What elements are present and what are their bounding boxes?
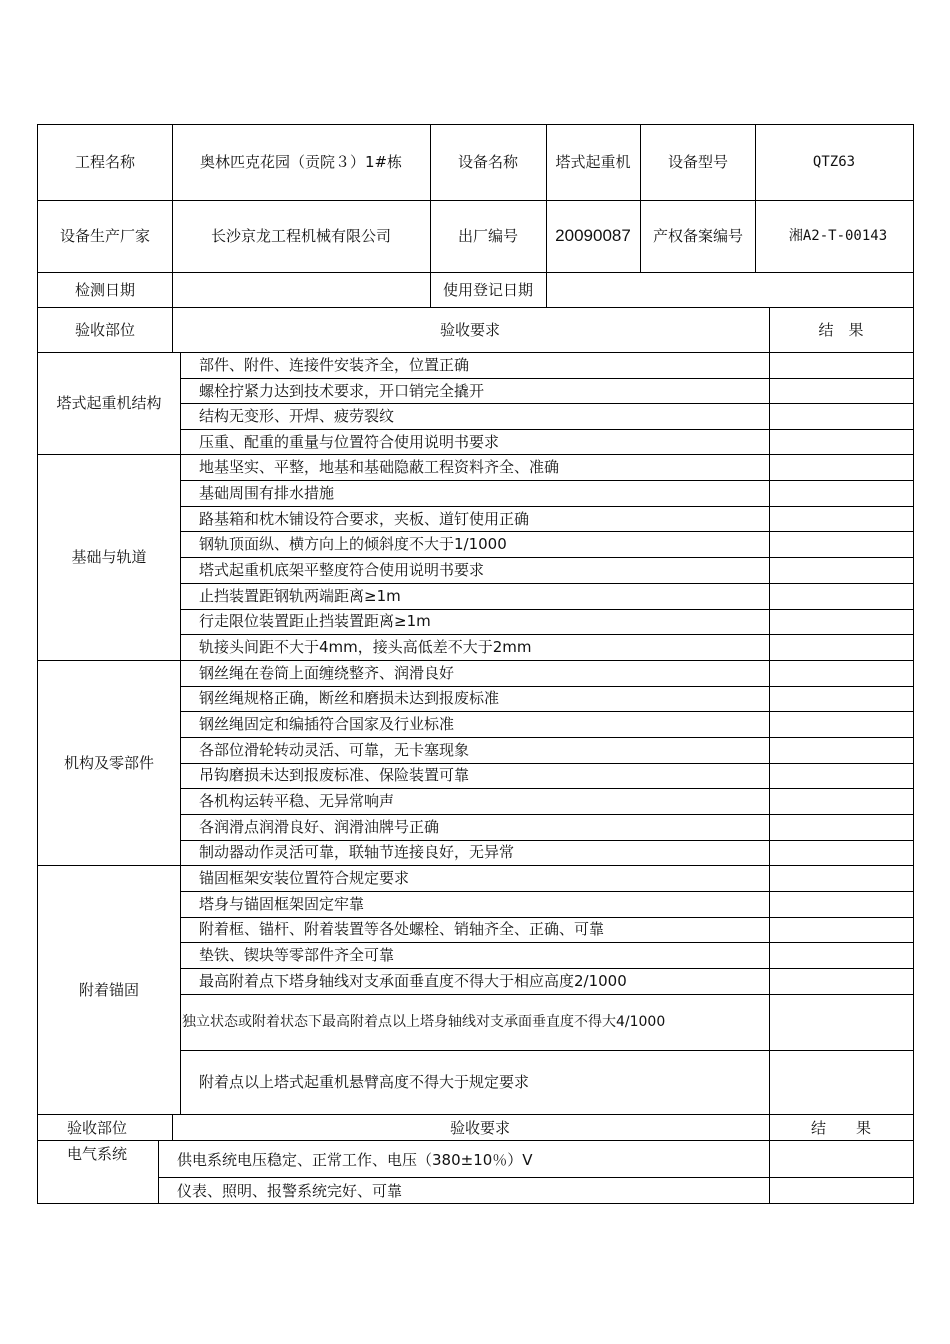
requirement-item: 供电系统电压稳定、正常工作、电压（380±10％）V xyxy=(177,1151,533,1169)
project-name-label: 工程名称 xyxy=(74,153,136,171)
requirement-item: 钢丝绳在卷筒上面缠绕整齐、润滑良好 xyxy=(199,664,455,682)
col-result-header: 结 果 xyxy=(818,321,864,339)
manufacturer-value: 长沙京龙工程机械有限公司 xyxy=(210,227,392,245)
property-record-label: 产权备案编号 xyxy=(652,227,744,245)
requirement-item: 结构无变形、开焊、疲劳裂纹 xyxy=(199,407,395,425)
requirement-item: 地基坚实、平整，地基和基础隐蔽工程资料齐全、准确 xyxy=(199,458,560,476)
requirement-item: 附着框、锚杆、附着装置等各处螺栓、销轴齐全、正确、可靠 xyxy=(199,920,605,938)
section-name: 附着锚固 xyxy=(78,981,140,999)
requirement-item: 行走限位装置距止挡装置距离≥1m xyxy=(199,612,431,630)
col-part-header-2: 验收部位 xyxy=(66,1119,128,1137)
section-name: 机构及零部件 xyxy=(63,754,155,772)
col-requirement-header-2: 验收要求 xyxy=(449,1119,511,1137)
requirement-item: 塔式起重机底架平整度符合使用说明书要求 xyxy=(199,561,485,579)
registration-date-label: 使用登记日期 xyxy=(442,281,534,299)
requirement-item: 最高附着点下塔身轴线对支承面垂直度不得大于相应高度2/1000 xyxy=(199,972,627,990)
factory-no-label: 出厂编号 xyxy=(457,227,519,245)
requirement-item: 各润滑点润滑良好、润滑油牌号正确 xyxy=(199,818,440,836)
col-part-header: 验收部位 xyxy=(74,321,136,339)
col-requirement-header: 验收要求 xyxy=(439,321,501,339)
requirement-item: 吊钩磨损未达到报废标准、保险装置可靠 xyxy=(199,766,470,784)
requirement-item: 塔身与锚固框架固定牢靠 xyxy=(199,895,365,913)
section-name: 塔式起重机结构 xyxy=(56,394,162,412)
property-record-value: 湘A2-T-00143 xyxy=(788,228,888,244)
equipment-name-value: 塔式起重机 xyxy=(555,153,631,171)
project-name-value: 奥林匹克花园（贡院３）1#栋 xyxy=(199,153,403,171)
section-name: 基础与轨道 xyxy=(71,548,147,566)
manufacturer-label: 设备生产厂家 xyxy=(59,227,151,245)
requirement-item: 止挡装置距钢轨两端距离≥1m xyxy=(199,587,401,605)
requirement-item: 部件、附件、连接件安装齐全，位置正确 xyxy=(199,356,470,374)
equipment-name-label: 设备名称 xyxy=(457,153,519,171)
requirement-item: 制动器动作灵活可靠，联轴节连接良好，无异常 xyxy=(199,843,515,861)
requirement-item: 独立状态或附着状态下最高附着点以上塔身轴线对支承面垂直度不得大4/1000 xyxy=(182,1014,666,1030)
requirement-item: 锚固框架安装位置符合规定要求 xyxy=(199,869,410,887)
requirement-item: 各机构运转平稳、无异常响声 xyxy=(199,792,395,810)
requirement-item: 螺栓拧紧力达到技术要求，开口销完全撬开 xyxy=(199,382,485,400)
requirement-item: 路基箱和枕木铺设符合要求，夹板、道钉使用正确 xyxy=(199,510,530,528)
requirement-item: 钢轨顶面纵、横方向上的倾斜度不大于1/1000 xyxy=(199,535,507,553)
col-result-header-2: 结 果 xyxy=(810,1119,872,1137)
requirement-item: 钢丝绳规格正确，断丝和磨损未达到报废标准 xyxy=(199,689,500,707)
requirement-item: 基础周围有排水措施 xyxy=(199,484,335,502)
requirement-item: 钢丝绳固定和编插符合国家及行业标准 xyxy=(199,715,455,733)
inspection-date-label: 检测日期 xyxy=(74,281,136,299)
requirement-item: 各部位滑轮转动灵活、可靠，无卡塞现象 xyxy=(199,741,470,759)
section-name: 电气系统 xyxy=(66,1145,128,1163)
requirement-item: 附着点以上塔式起重机悬臂高度不得大于规定要求 xyxy=(199,1073,530,1091)
requirement-item: 垫铁、锲块等零部件齐全可靠 xyxy=(199,946,395,964)
requirement-item: 仪表、照明、报警系统完好、可靠 xyxy=(177,1182,403,1200)
equipment-model-value: QTZ63 xyxy=(812,154,856,170)
equipment-model-label: 设备型号 xyxy=(667,153,729,171)
requirement-item: 压重、配重的重量与位置符合使用说明书要求 xyxy=(199,433,500,451)
factory-no-value: 20090087 xyxy=(555,226,631,245)
requirement-item: 轨接头间距不大于4mm，接头高低差不大于2mm xyxy=(199,638,532,656)
